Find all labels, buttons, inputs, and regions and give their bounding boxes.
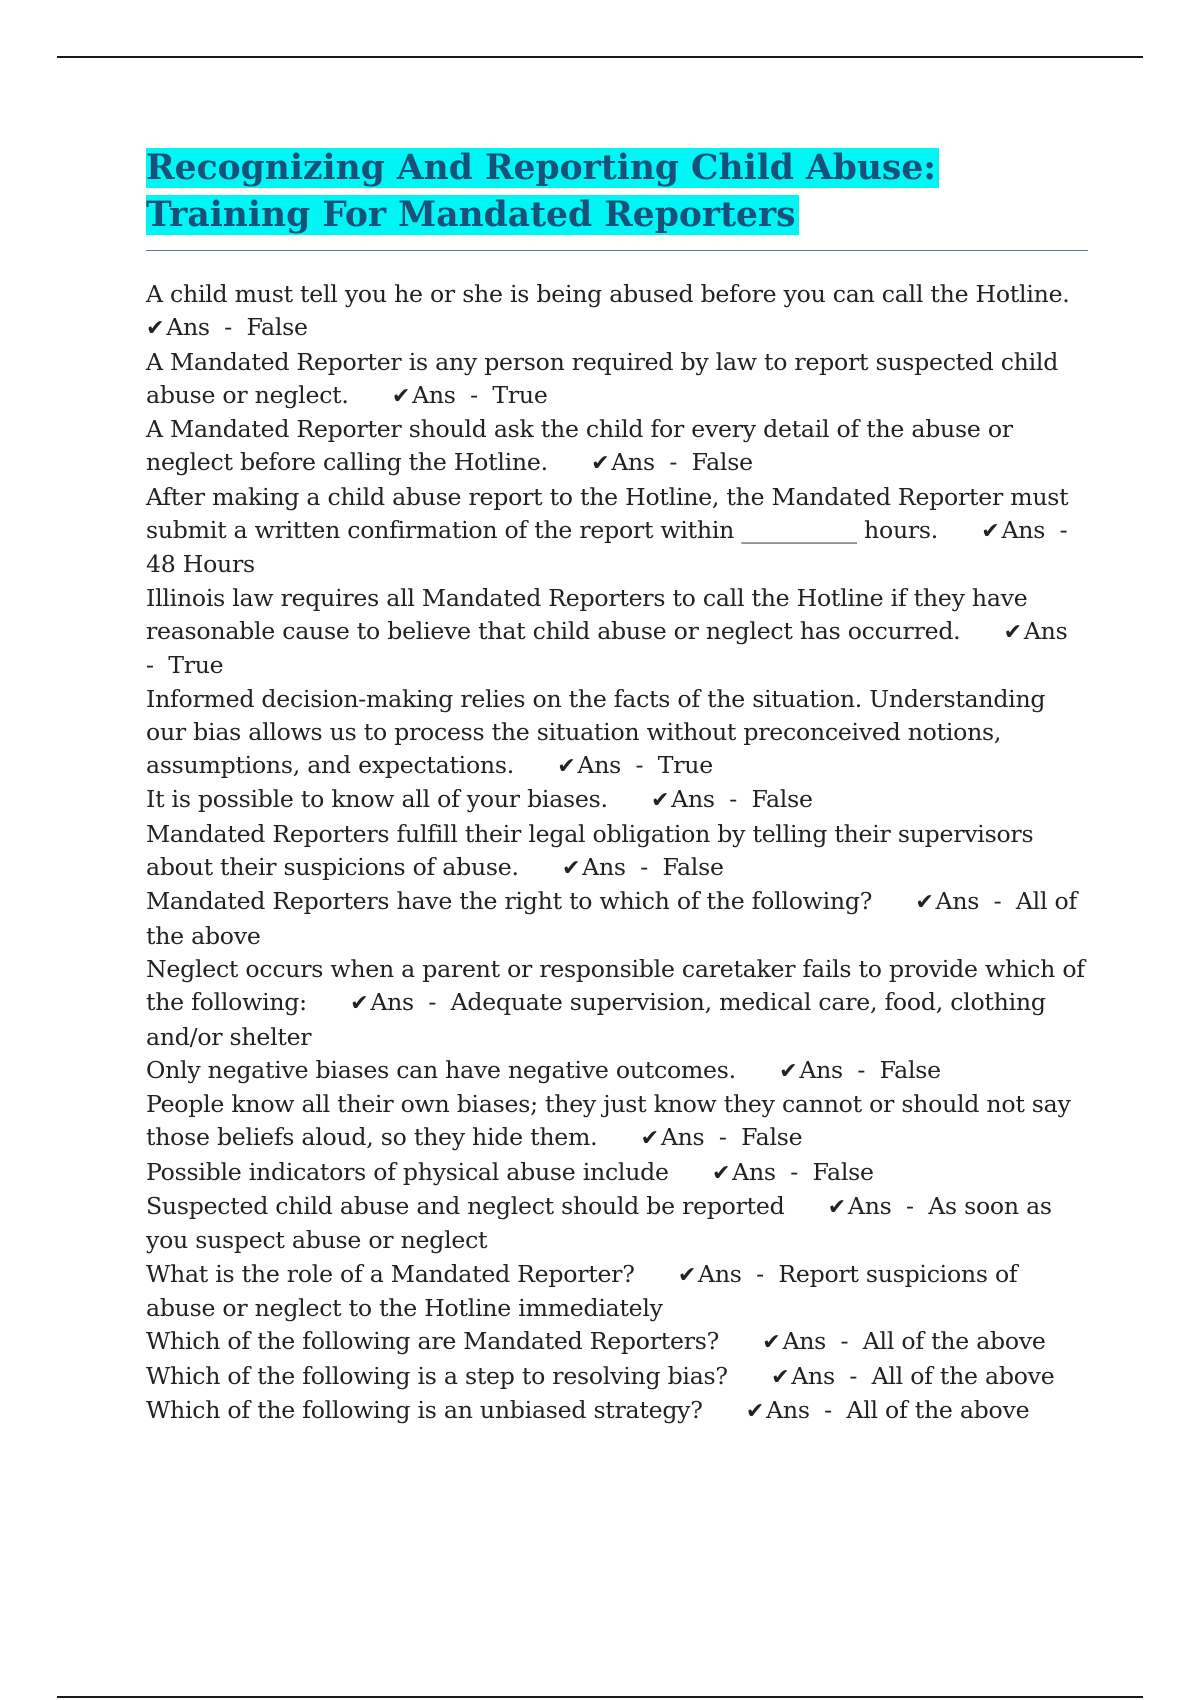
title-underline	[146, 250, 1088, 251]
answer-text: Ans - True	[577, 751, 713, 780]
question-text: A child must tell you he or she is being abused before you can call the Hotline.	[146, 280, 1070, 308]
qa-list	[146, 278, 1088, 1428]
bottom-rule	[57, 1696, 1143, 1698]
answer-text: Ans - False	[732, 1157, 874, 1186]
qa-item	[146, 953, 1088, 1054]
answer-text: Ans - Report suspicions of abuse or neglect to the Hotline immediately	[146, 1259, 1025, 1322]
question-text: Mandated Reporters have the right to which of the following?	[146, 887, 873, 916]
question-text: Neglect occurs when a parent or responsible caretaker fails to provide which of the following:	[146, 954, 1085, 1017]
answer-text: Ans - False	[582, 853, 724, 882]
qa-item	[146, 683, 1088, 784]
question-text: A Mandated Reporter should ask the child for every detail of the abuse or neglect before calling the Hotline.	[146, 415, 1013, 477]
qa-item	[146, 346, 1088, 414]
qa-item	[146, 278, 1088, 346]
qa-item	[146, 1054, 1088, 1088]
qa-item	[146, 885, 1088, 953]
check-mark-icon: ✔	[146, 316, 165, 342]
answer-text: Ans - 48 Hours	[146, 516, 1082, 579]
check-mark-icon: ✔	[827, 1195, 846, 1221]
qa-item	[146, 818, 1088, 886]
answer-text: Ans - False	[660, 1123, 803, 1152]
answer-text: Ans - Adequate supervision, medical care, food, clothing and/or shelter	[146, 988, 1053, 1051]
answer-text: Ans - False	[799, 1055, 941, 1084]
document-title	[146, 145, 1088, 239]
check-mark-icon: ✔	[350, 991, 369, 1017]
question-text: Suspected child abuse and neglect should be reported	[146, 1192, 785, 1221]
qa-item	[146, 1394, 1088, 1428]
document-title-text: Recognizing And Reporting Child Abuse: Training For Mandated Reporters	[146, 148, 939, 235]
answer-text: Ans - All of the above	[146, 887, 1085, 950]
check-mark-icon: ✔	[745, 1398, 765, 1424]
question-text: People know all their own biases; they just know they cannot or should not say those beliefs aloud, so they hide them.	[146, 1090, 1071, 1152]
top-rule	[57, 56, 1143, 58]
question-text: Possible indicators of physical abuse include	[146, 1157, 669, 1186]
question-text: Only negative biases can have negative outcomes.	[146, 1055, 736, 1084]
answer-text: Ans - True	[146, 616, 1082, 680]
qa-item	[146, 1258, 1088, 1326]
check-mark-icon: ✔	[771, 1364, 790, 1390]
question-text: It is possible to know all of your biases.	[146, 785, 608, 814]
answer-text: Ans - False	[166, 313, 308, 342]
qa-item	[146, 481, 1088, 582]
check-mark-icon: ✔	[762, 1330, 781, 1356]
check-mark-icon: ✔	[1003, 619, 1022, 645]
check-mark-icon: ✔	[915, 890, 934, 916]
qa-item	[146, 582, 1088, 683]
qa-item	[146, 413, 1088, 481]
question-text: Which of the following is an unbiased strategy?	[146, 1395, 703, 1424]
question-text: Illinois law requires all Mandated Reporters to call the Hotline if they have reasonable cause to believe that child abuse or neglect has occurred.	[146, 583, 1028, 645]
question-text: What is the role of a Mandated Reporter?	[146, 1259, 635, 1288]
check-mark-icon: ✔	[561, 856, 581, 882]
qa-item	[146, 1325, 1088, 1359]
answer-text: Ans - False	[671, 785, 813, 814]
qa-item	[146, 1088, 1088, 1156]
check-mark-icon: ✔	[650, 788, 670, 814]
qa-item	[146, 783, 1088, 817]
qa-item	[146, 1156, 1088, 1190]
answer-text: Ans - All of the above	[766, 1395, 1030, 1424]
document-body	[146, 145, 1088, 1428]
check-mark-icon: ✔	[391, 383, 411, 409]
question-text: Which of the following are Mandated Reporters?	[146, 1327, 719, 1356]
question-text: Mandated Reporters fulfill their legal obligation by telling their supervisors about their suspicions of abuse.	[146, 819, 1034, 882]
check-mark-icon: ✔	[591, 451, 610, 477]
qa-item	[146, 1190, 1088, 1258]
answer-text: Ans - As soon as you suspect abuse or neglect	[146, 1192, 1060, 1255]
check-mark-icon: ✔	[711, 1160, 731, 1186]
question-text: Informed decision-making relies on the facts of the situation. Understanding our bias allows us to process the situation without preconceived notions, assumptions, and expectations.	[146, 684, 1046, 780]
answer-text: Ans - All of the above	[791, 1361, 1055, 1390]
answer-text: Ans - False	[611, 448, 753, 477]
answer-text: Ans - True	[412, 380, 548, 409]
check-mark-icon: ✔	[779, 1058, 798, 1084]
qa-item	[146, 1360, 1088, 1394]
check-mark-icon: ✔	[981, 519, 1000, 545]
check-mark-icon: ✔	[640, 1126, 659, 1152]
question-text: After making a child abuse report to the Hotline, the Mandated Reporter must submit a written confirmation of the report within __________ hours.	[146, 482, 1069, 545]
check-mark-icon: ✔	[677, 1262, 697, 1288]
check-mark-icon: ✔	[557, 754, 576, 780]
answer-text: Ans - All of the above	[782, 1327, 1046, 1356]
question-text: Which of the following is a step to resolving bias?	[146, 1361, 728, 1390]
question-text: A Mandated Reporter is any person required by law to report suspected child abuse or neglect.	[146, 347, 1059, 409]
